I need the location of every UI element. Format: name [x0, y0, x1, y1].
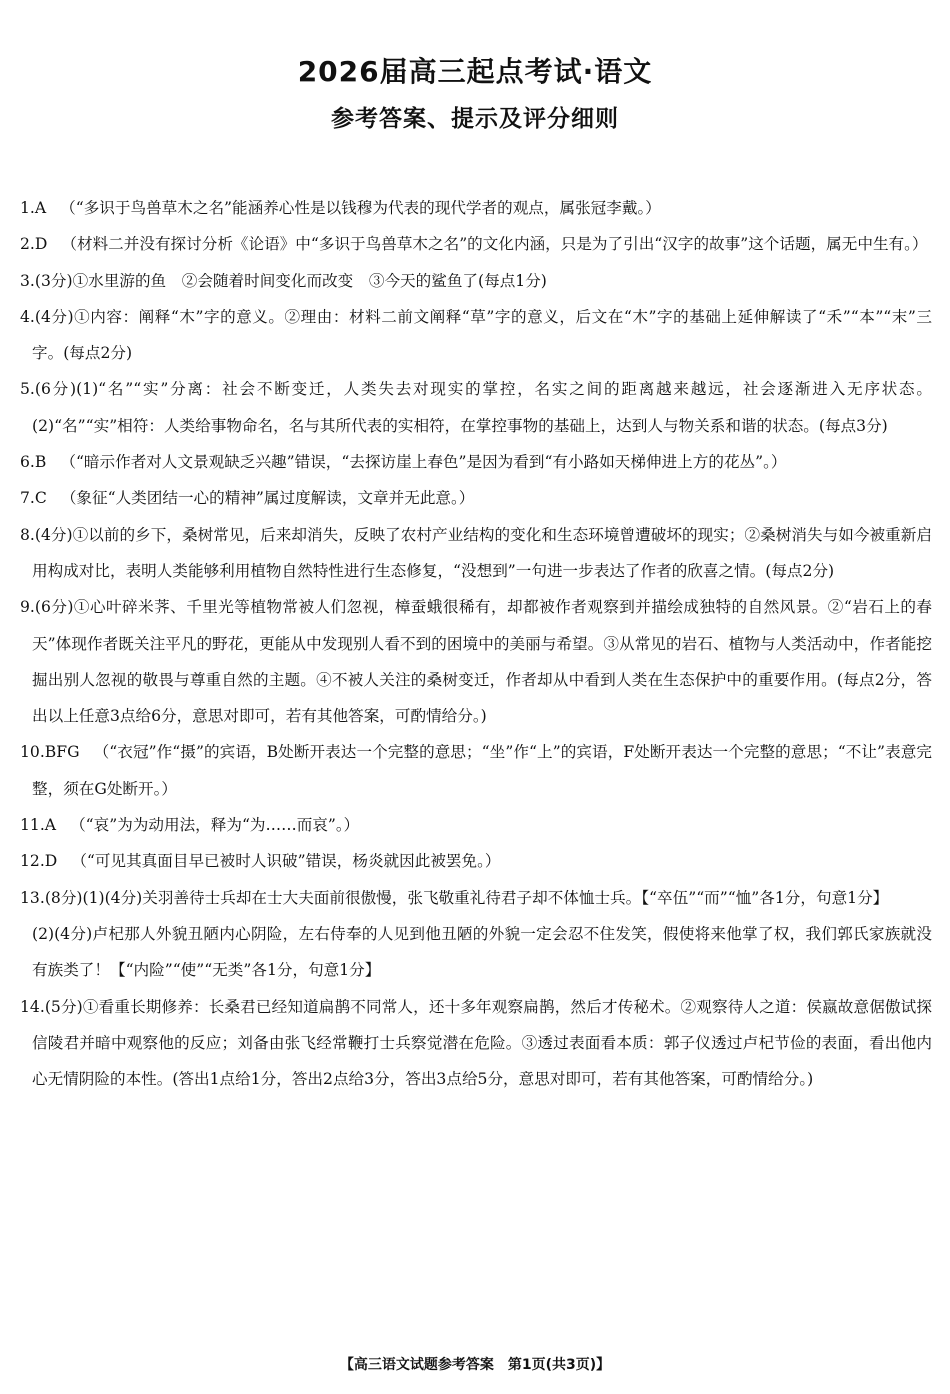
answer-text: (2)(4分)卢杞那人外貌丑陋内心阴险，左右侍奉的人见到他丑陋的外貌一定会忍不住发笑，假使将来他掌了权，我们郭氏家族就没有族类了！【“内险”“使”“无类”各1分，句意1分】	[32, 924, 932, 980]
answer-item-3	[20, 263, 932, 299]
answer-text: (8分)(1)(4分)关羽善待士兵却在士大夫面前很傲慢，张飞敬重礼待君子却不体恤士兵。【“卒伍”“而”“恤”各1分，句意1分】	[44, 888, 889, 907]
answer-item-9	[20, 589, 932, 734]
answer-number: 7.C	[20, 489, 47, 508]
page-footer: 【高三语文试题参考答案 第1页(共3页)】	[339, 1357, 611, 1373]
answer-item-2	[20, 226, 932, 262]
answer-item-6	[20, 444, 932, 480]
answer-number: 12.D	[20, 852, 58, 871]
answer-item-12	[20, 843, 932, 879]
answer-text: （“衣冠”作“摄”的宾语，B处断开表达一个完整的意思；“坐”作“上”的宾语，F处断开表达一个完整的意思；“不让”表意完整，须在G处断开。）	[32, 743, 932, 798]
answer-number: 13.	[20, 888, 45, 907]
answer-item-11	[20, 807, 932, 843]
answer-text: （“可见其真面目早已被时人识破”错误，杨炎就因此被罢免。）	[71, 852, 501, 871]
answer-text: （“多识于鸟兽草木之名”能涵养心性是以钱穆为代表的现代学者的观点，属张冠李戴。）	[60, 199, 661, 217]
answer-text: (6分)①心叶碎米荠、千里光等植物常被人们忽视，樟蚕蛾很稀有，却都被作者观察到并描绘成独特的自然风景。②“岩石上的春天”体现作者既关注平凡的野花，更能从中发现别人看不到的困境中的美丽与希望。③从常见的岩石、植物与人类活动中，作者能挖掘出别人忽视的敬畏与尊重自然的主题。④不被人关注的桑树变迁，作者却从中看到人类在生态保护中的重要作用。(每点2分，答出以上任意3点给6分，意思对即可，若有其他答案，可酌情给分。)	[32, 598, 932, 726]
answer-number: 4.	[20, 307, 35, 326]
answer-item-7	[20, 480, 932, 516]
answer-text: (4分)①内容：阐释“木”字的意义。②理由：材料二前文阐释“草”字的意义，后文在“木”字的基础上延伸解读了“禾”“本”“末”三字。(每点2分)	[32, 307, 932, 363]
answer-text: (3分)①水里游的鱼 ②会随着时间变化而改变 ③今天的鲨鱼了(每点1分)	[34, 271, 547, 290]
answer-item-4	[20, 299, 932, 372]
answer-number: 2.D	[20, 235, 48, 254]
page-subtitle: 参考答案、提示及评分细则	[331, 106, 619, 132]
answer-number: 8.	[20, 525, 35, 544]
answer-item-5	[20, 371, 932, 444]
answer-number: 9.	[20, 598, 35, 617]
answer-number: 11.A	[20, 816, 57, 835]
answer-text: （“暗示作者对人文景观缺乏兴趣”错误，“去探访崖上春色”是因为看到“有小路如天梯伸进上方的花丛”。）	[60, 453, 787, 472]
answer-item-1	[20, 190, 932, 226]
answer-text: （材料二并没有探讨分析《论语》中“多识于鸟兽草木之名”的文化内涵，只是为了引出“汉字的故事”这个话题，属无中生有。）	[61, 235, 928, 254]
answer-number: 5.	[20, 380, 35, 399]
answer-text: (5分)①看重长期修养：长桑君已经知道扁鹊不同常人，还十多年观察扁鹊，然后才传秘术。②观察待人之道：侯嬴故意倨傲试探信陵君并暗中观察他的反应；刘备由张飞经常鞭打士兵察觉潜在危险。③透过表面看本质：郭子仪透过卢杞节俭的表面，看出他内心无情阴险的本性。(答出1点给1分，答出2点给3分，答出3点给5分，意思对即可，若有其他答案，可酌情给分。)	[32, 997, 932, 1089]
answer-item-14	[20, 989, 932, 1098]
answer-item-13-part-2	[20, 916, 932, 989]
answer-text: (6分)(1)“名”“实”分离：社会不断变迁，人类失去对现实的掌控，名实之间的距离越来越远，社会逐渐进入无序状态。(2)“名”“实”相符：人类给事物命名，名与其所代表的实相符，在掌控事物的基础上，达到人与物关系和谐的状态。(每点3分)	[32, 380, 932, 435]
answer-item-8	[20, 517, 932, 590]
answer-text: （“哀”为为动用法，释为“为……而哀”。）	[70, 816, 360, 835]
answer-item-13	[20, 880, 932, 916]
answer-number: 14.	[20, 997, 45, 1016]
answer-number: 1.A	[20, 199, 47, 217]
answer-number: 3.	[20, 271, 35, 290]
answer-text: (4分)①以前的乡下，桑树常见，后来却消失，反映了农村产业结构的变化和生态环境曾遭破坏的现实；②桑树消失与如今被重新启用构成对比，表明人类能够利用植物自然特性进行生态修复，“没想到”一句进一步表达了作者的欣喜之情。(每点2分)	[32, 525, 932, 580]
answer-text: （象征“人类团结一心的精神”属过度解读，文章并无此意。）	[60, 489, 475, 508]
answer-number: 10.BFG	[20, 743, 80, 762]
answer-item-10	[20, 734, 932, 807]
answer-number: 6.B	[20, 453, 47, 472]
page-title: 2026届高三起点考试·语文	[297, 55, 653, 88]
answer-list	[20, 190, 932, 1097]
